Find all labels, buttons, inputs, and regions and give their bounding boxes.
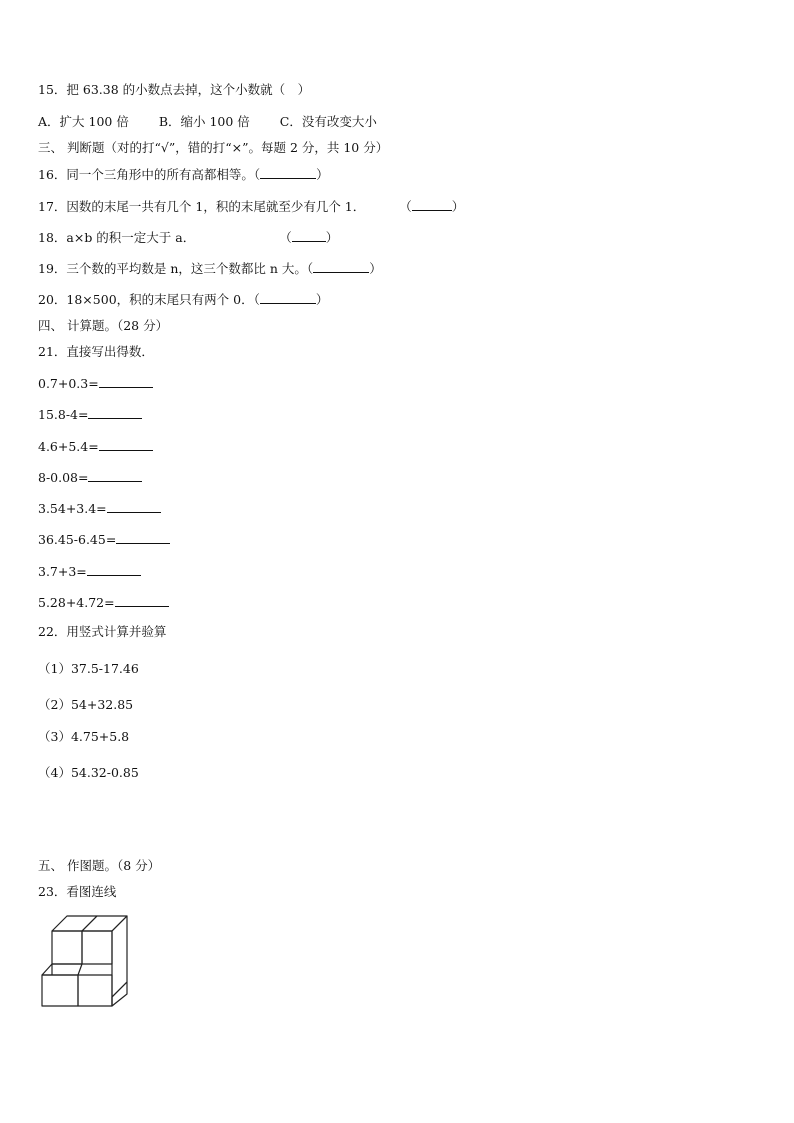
section-3-title: 三、 判断题（对的打“√”，错的打“×”。每题 2 分，共 10 分） — [38, 140, 389, 155]
calc-answer-blank[interactable] — [115, 594, 169, 607]
vertical-calc-expression: （2）54+32.85 — [38, 697, 134, 712]
calc-item — [38, 500, 161, 517]
question-20-text: 20．18×500，积的末尾只有两个 0．（ — [38, 292, 260, 307]
question-19-text: 19．三个数的平均数是 n，这三个数都比 n 大。（ — [38, 261, 314, 276]
question-18 — [38, 229, 338, 246]
calc-item — [38, 563, 141, 580]
answer-blank[interactable] — [313, 260, 369, 273]
cube-face — [42, 975, 78, 1006]
calc-answer-blank[interactable] — [88, 406, 142, 419]
cube-top-face — [42, 964, 82, 975]
question-23-title — [38, 884, 116, 900]
section-5-title: 五、 作图题。（8 分） — [38, 858, 161, 873]
calc-expression: 4.6+5.4= — [38, 439, 99, 454]
question-17-text: 17．因数的末尾一共有几个 1，积的末尾就至少有几个 1． — [38, 199, 366, 214]
question-16-text: 16．同一个三角形中的所有高都相等。（ — [38, 167, 261, 182]
answer-blank[interactable] — [292, 229, 326, 242]
vertical-calc-expression: （1）37.5-17.46 — [38, 661, 139, 676]
question-15-options — [38, 114, 377, 130]
section-4-title: 四、 计算题。（28 分） — [38, 318, 169, 333]
cube-face — [52, 931, 82, 964]
vertical-calc-item — [38, 729, 129, 745]
section-3-heading — [38, 140, 388, 156]
cube-face — [78, 975, 112, 1006]
section-5-heading — [38, 858, 160, 874]
calc-item — [38, 406, 142, 423]
calc-item — [38, 594, 169, 611]
calc-item — [38, 469, 142, 486]
vertical-calc-item — [38, 765, 139, 781]
answer-blank[interactable] — [412, 198, 452, 211]
answer-blank[interactable] — [260, 166, 316, 179]
vertical-calc-item — [38, 697, 133, 713]
question-21-title — [38, 344, 154, 360]
vertical-calc-expression: （4）54.32-0.85 — [38, 765, 139, 780]
close-paren: ） — [316, 167, 329, 182]
calc-expression: 3.7+3= — [38, 564, 87, 579]
cube-stack-figure — [38, 902, 134, 1030]
calc-answer-blank[interactable] — [87, 563, 141, 576]
close-paren: ） — [325, 230, 339, 245]
calc-item — [38, 531, 170, 548]
calc-expression: 5.28+4.72= — [38, 595, 115, 610]
vertical-calc-item — [38, 661, 139, 677]
open-paren: （ — [399, 199, 412, 214]
question-19 — [38, 260, 382, 277]
calc-answer-blank[interactable] — [116, 531, 170, 544]
option-b[interactable]: B．缩小 100 倍 — [158, 114, 250, 129]
calc-expression: 0.7+0.3= — [38, 376, 99, 391]
calc-item — [38, 438, 153, 455]
calc-answer-blank[interactable] — [107, 500, 161, 513]
question-18-text: 18．a×b 的积一定大于 a． — [38, 230, 196, 245]
question-17 — [38, 198, 464, 215]
calc-expression: 8-0.08= — [38, 470, 89, 485]
cube-side-face — [112, 982, 127, 1006]
option-a[interactable]: A．扩大 100 倍 — [38, 114, 129, 129]
question-22-text: 22．用竖式计算并验算 — [38, 624, 167, 639]
question-15 — [38, 82, 310, 98]
calc-item — [38, 375, 153, 392]
calc-expression: 3.54+3.4= — [38, 501, 107, 516]
calc-answer-blank[interactable] — [99, 438, 153, 451]
question-22-title — [38, 624, 166, 640]
question-20 — [38, 291, 328, 308]
section-4-heading — [38, 318, 168, 334]
calc-expression: 36.45-6.45= — [38, 532, 117, 547]
question-15-text: 15．把 63.38 的小数点去掉，这个小数就（ ） — [38, 82, 311, 97]
answer-blank[interactable] — [260, 291, 316, 304]
question-23-text: 23．看图连线 — [38, 884, 117, 899]
cube-face — [82, 931, 112, 964]
close-paren: ） — [451, 199, 465, 214]
calc-answer-blank[interactable] — [99, 375, 153, 388]
question-16 — [38, 166, 329, 183]
vertical-calc-expression: （3）4.75+5.8 — [38, 729, 130, 744]
question-21-text: 21．直接写出得数． — [38, 344, 154, 359]
option-c[interactable]: C．没有改变大小 — [279, 114, 377, 129]
open-paren: （ — [279, 230, 292, 245]
close-paren: ） — [315, 292, 329, 307]
calc-answer-blank[interactable] — [88, 469, 142, 482]
calc-expression: 15.8-4= — [38, 407, 89, 422]
close-paren: ） — [369, 261, 382, 276]
